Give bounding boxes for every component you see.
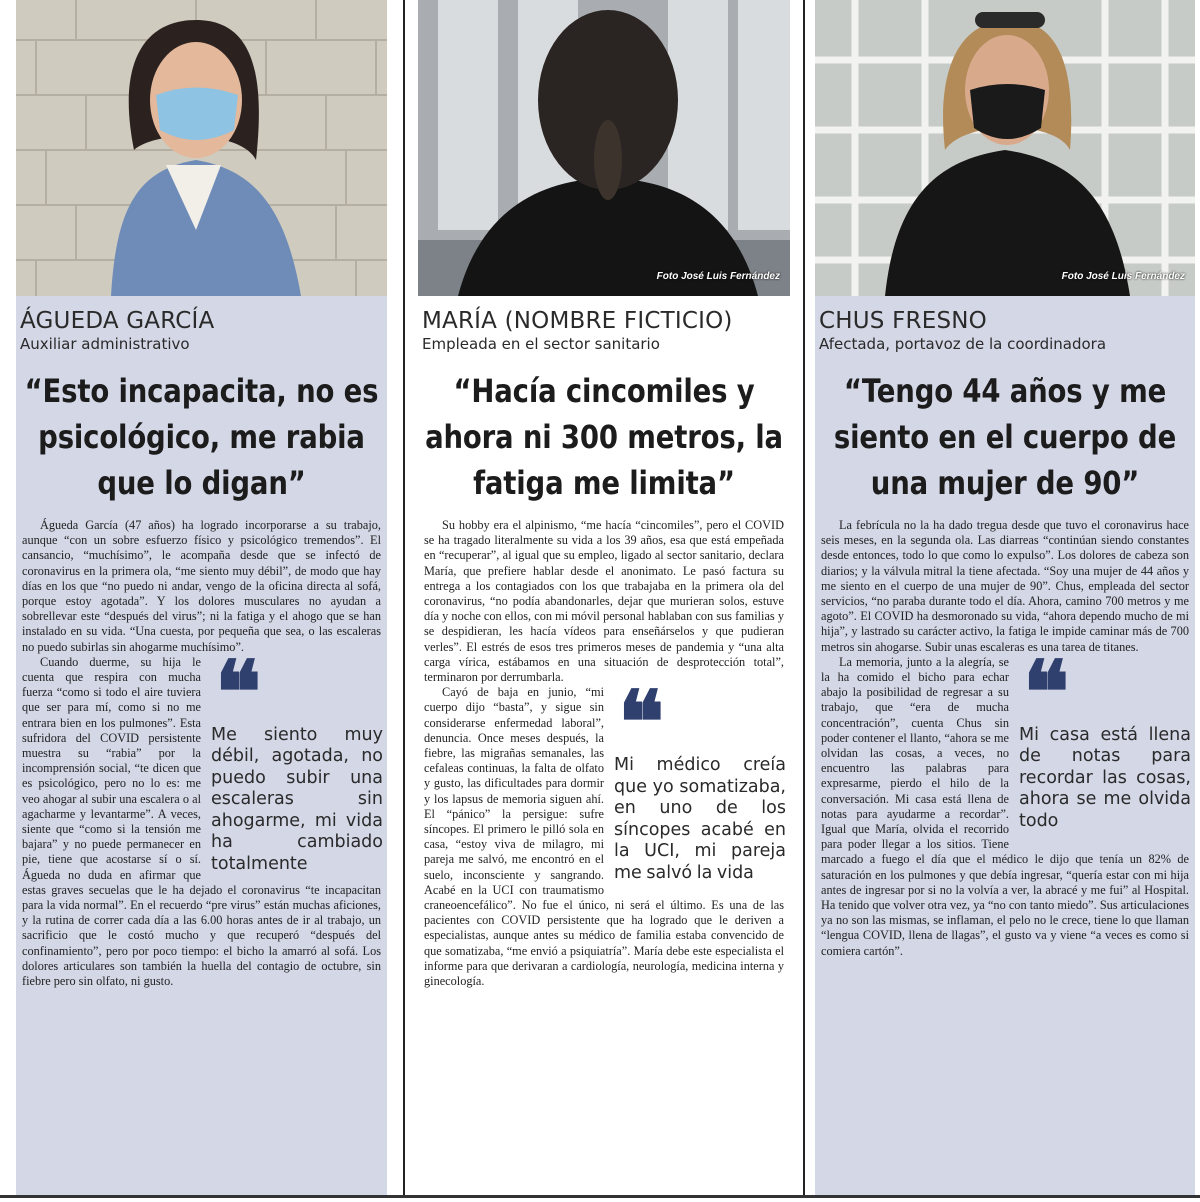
pullquote [211, 641, 383, 876]
photo-credit: Foto José Luis Fernández [1061, 271, 1185, 282]
paragraph: La memoria, junto a la alegría, se la ha comido el bicho para echar abajo la posibilidad de regresar a su trabajo, que “era de mucha concentración”, cuenta Chus sin poder contener el llanto, “ahora se me olvidan las cosas, a veces, no encuentro las palabras para expresarme, pierdo el hilo de la conversación. Mi casa está llena de notas para ayudarme a recordar”. Igual que María, olvida el recorrido para poder llegar a los sitios. Tiene marcado a fuego el día que el médico le dijo que tenía un 82% de saturación en los pulmones y que debía ingresar, “quería estar con mi hija antes de ingresar por si no la volvía a ver, la abracé y me fui” al Hospital. Ha tenido que volver otra vez, ya “no con tanto miedo”. Sus articulaciones ya no son las mismas, se inflaman, el pelo no le crece, tiene lo que llaman “lengua COVID, llena de llagas”, el gusto va y viene “a veces es como si comiera cartón”. [821, 654, 1189, 958]
portrait-image [418, 0, 790, 296]
person-name: ÁGUEDA GARCÍA [20, 308, 215, 334]
headline-quote: “Tengo 44 años y me siento en el cuerpo de una mujer de 90” [833, 372, 1177, 502]
person-role: Empleada en el sector sanitario [422, 335, 660, 353]
pullquote-text: Mi médico creía que yo somatizaba, en uno de los síncopes acabé en la UCI, mi pareja me salvó la vida [614, 755, 786, 883]
quote-mark-icon: ❝ [215, 641, 256, 743]
person-name: MARÍA (NOMBRE FICTICIO) [422, 308, 733, 334]
pullquote-text: Me siento muy débil, agotada, no puedo subir una escaleras sin ahogarme, mi vida ha cambiado totalmente [211, 724, 383, 874]
portrait-photo-maria [418, 0, 790, 296]
person-role: Afectada, portavoz de la coordinadora [819, 335, 1107, 353]
article-body [424, 518, 784, 989]
column-divider [803, 0, 805, 1195]
article-body [22, 518, 381, 989]
profile-column-maria [418, 0, 790, 1195]
pullquote [1019, 641, 1191, 833]
person-name: CHUS FRESNO [819, 308, 987, 334]
portrait-image [815, 0, 1195, 296]
profile-column-chus [815, 0, 1195, 1195]
portrait-photo-chus [815, 0, 1195, 296]
paragraph: Cayó de baja en junio, “mi cuerpo dijo “basta”, y sigue sin considerarse enfermedad laboral”, denuncia. Once meses después, la fiebre, las migrañas semanales, las cefaleas continuas, la falta de olfato y gusto, las dificultades para dormir y los lapsus de memoria siguen ahí. El “pánico” la persigue: sufre síncopes. El primero le pilló sola en casa, “estoy viva de milagro, mi pareja me salvó, me encontró en el suelo, inconsciente y sangrando. Acabé en la UCI con traumatismo craneoencefálico”. No fue el único, ni será el último. Es una de las pacientes con COVID persistente que ha logrado que le deriven a especialistas, aunque antes su médico de familia estaba convencido de que somatizaba, “me envió a psiquiatría”. María debe este especialista el informe para que derivaran a cardiología, neurología, medicina interna y ginecología. [424, 685, 784, 989]
profile-column-agueda [16, 0, 387, 1195]
portrait-image [16, 0, 387, 296]
photo-credit: Foto José Luis Fernández [656, 271, 780, 282]
quote-mark-icon: ❝ [1023, 641, 1064, 743]
headline-quote: “Esto incapacita, no es psicológico, me rabia que lo digan” [24, 372, 379, 502]
paragraph: Cuando duerme, su hija le cuenta que respira con mucha fuerza “como si todo el aire tuviera que ser para mí, como si no me entrara bien en los pulmones”. Esta sufridora del COVID persistente muestra su “rabia” por la incomprensión social, “te dicen que es psicológico, pero no lo es: me veo ahogar al subir una escalera o al agacharme y levantarme”. A veces, siente que “como si la tensión me bajara” y no puede permanecer en pie, tiene que acostarse sí o sí. Águeda no duda en afirmar que estas graves secuelas que le ha dejado el coronavirus “te incapacitan para la vida normal”. En el recuerdo “pre virus” están muchas aficiones, y la rutina de correr cada día a las 6.00 horas antes de ir al trabajo, un sacrificio que le costó mucho y que recuperó “después del confinamiento”, pero por poco tiempo: el bicho la amarró al sofá. Los dolores articulares son también la huella del contagio de octubre, sin fiebre pero sin olfato, ni gusto. [22, 654, 381, 989]
person-role: Auxiliar administrativo [20, 335, 190, 353]
pullquote-text: Mi casa está llena de notas para recordar las cosas, ahora se me olvida todo [1019, 724, 1191, 831]
column-divider [403, 0, 405, 1195]
pullquote [614, 672, 786, 884]
bottom-rule [0, 1195, 1200, 1198]
portrait-photo-agueda [16, 0, 387, 296]
article-body [821, 518, 1189, 959]
paragraph: Águeda García (47 años) ha logrado incorporarse a su trabajo, aunque “con un sobre esfuerzo físico y psicológico tremendos”. El cansancio, “muchísimo”, le acompaña desde que se infectó de coronavirus en la primera ola, “me siento muy débil”, de modo que hay días en los que “no puedo ni andar, vengo de la oficina directa al sofá, porque estoy agotada”. Y los dolores musculares no ayudan a sobrellevar este “después del virus”; ni la fatiga y el ahogo que se han instalado en su vida. “Una cuesta, por pequeña que sea, o las escaleras no puedo subirlas sin ahogarme muchísimo”. [22, 518, 381, 654]
headline-quote: “Hacía cincomiles y ahora ni 300 metros, la fatiga me limita” [425, 372, 783, 502]
paragraph: Su hobby era el alpinismo, “me hacía “cincomiles”, pero el COVID se ha tragado literalmente su vida a los 39 años, esa que está empeñada en “recuperar”, al igual que su empleo, ligado al sector sanitario, declara María, que prefiere hablar desde el anonimato. Le pasó factura su entrega a los contagiados con los que trabajaba en la primera ola del coronavirus, “no podía abandonarles, dejar que murieran solos, estuve día y noche con ellos, con mi móvil personal hablaban con sus familias y se despidieran, les hacía vídeos para enseñárselos y que pudieran verles”. El estrés de esos tres primeros meses de pandemia y “una alta carga vírica, estábamos en una situación de desprotección total”, terminaron por derrumbarla. [424, 518, 784, 685]
paragraph: La febrícula no la ha dado tregua desde que tuvo el coronavirus hace seis meses, en la segunda ola. Las diarreas “continúan siendo constantes desde entonces, todo lo que como lo expulso”. Los dolores de cabeza son diarios; y la válvula mitral la tiene afectada. “Soy una mujer de 44 años y me siento en el cuerpo de una mujer de 90”. Chus, empleada del sector servicios, “no paraba durante todo el día. Ahora, camino 700 metros y me agoto”. El COVID ha desmoronado su vida, “ahora dependo mucho de mi hija”, y lastrado su carácter activo, la fatiga le impide caminar más de 700 metros sin ahogarse. Subir unas escaleras es una tarea de titanes. [821, 518, 1189, 654]
quote-mark-icon: ❝ [618, 672, 659, 774]
